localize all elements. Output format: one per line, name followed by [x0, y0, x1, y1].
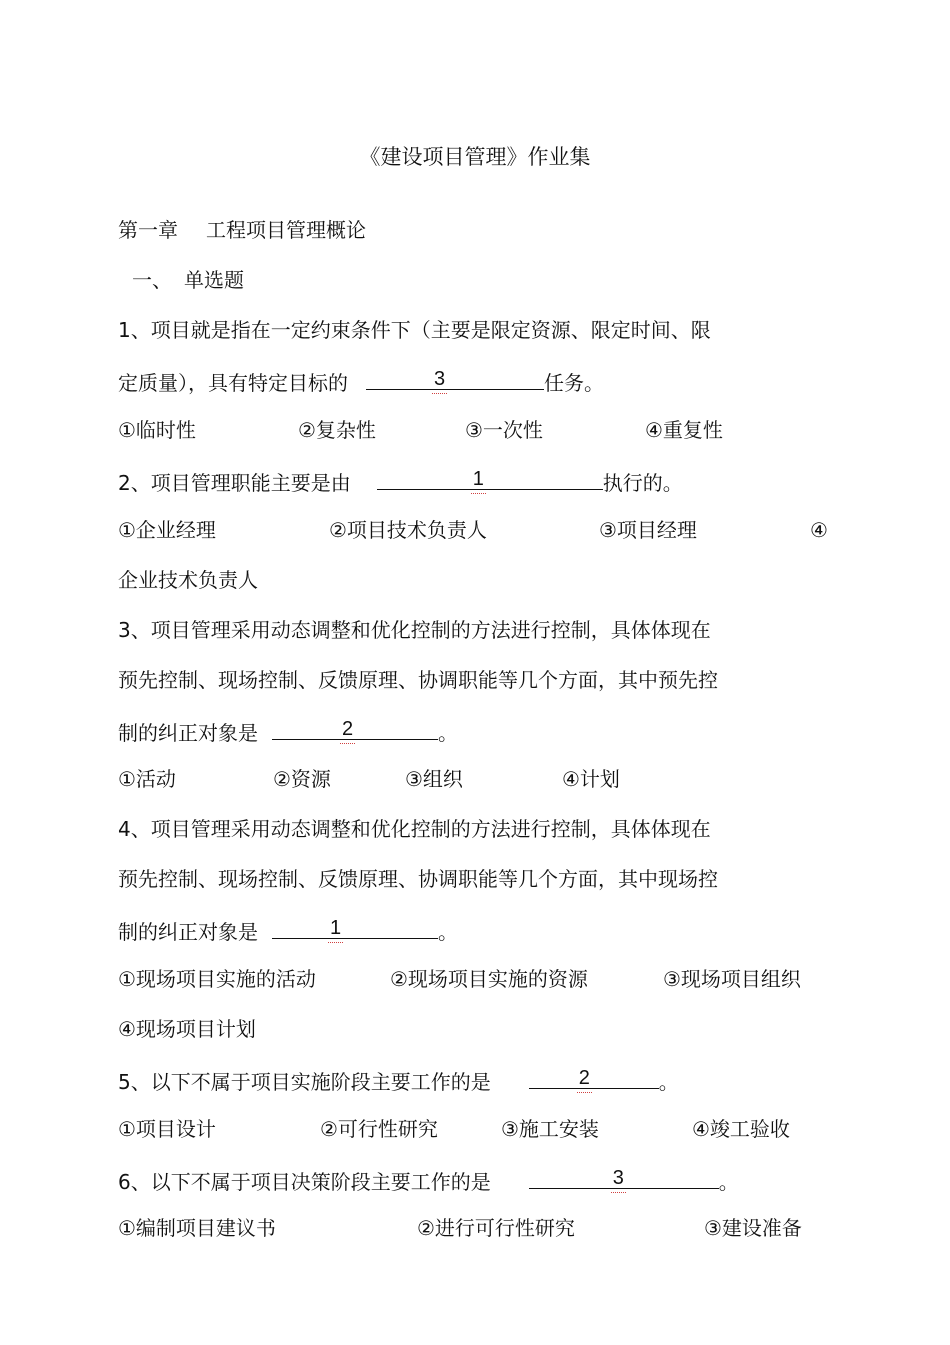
answer-value: 3: [434, 368, 446, 390]
option-2[interactable]: ②可行性研究: [320, 1117, 438, 1141]
question-5-line-1: [118, 1066, 679, 1092]
option-4[interactable]: ④: [810, 518, 828, 542]
answer-blank[interactable]: [377, 467, 603, 490]
section-name: 单选题: [184, 268, 244, 292]
answer-blank[interactable]: [272, 717, 438, 740]
option-1[interactable]: ①编制项目建议书: [118, 1216, 276, 1240]
question-3-suffix: 。: [438, 721, 458, 745]
question-4-line-3: [118, 916, 458, 942]
question-6-suffix: 。: [718, 1170, 739, 1194]
option-3[interactable]: ③现场项目组织: [663, 967, 801, 991]
question-2-suffix: 执行的。: [602, 471, 683, 495]
question-2-options: [0, 517, 950, 543]
option-1[interactable]: ①企业经理: [118, 518, 216, 542]
option-3[interactable]: ③组织: [405, 767, 463, 791]
option-3[interactable]: ③项目经理: [599, 518, 697, 542]
answer-value: 2: [578, 1067, 590, 1089]
option-2[interactable]: ②现场项目实施的资源: [390, 967, 588, 991]
question-3-line-2: 预先控制、现场控制、反馈原理、协调职能等几个方面，其中预先控: [118, 668, 718, 692]
question-1-line-1: 1、项目就是指在一定约束条件下（主要是限定资源、限定时间、限: [118, 318, 711, 342]
option-2[interactable]: ②复杂性: [298, 418, 376, 442]
option-1[interactable]: ①临时性: [118, 418, 196, 442]
question-4-text: 制的纠正对象是: [118, 920, 258, 944]
question-6-options: [0, 1215, 950, 1241]
question-5-suffix: 。: [658, 1070, 679, 1094]
answer-blank[interactable]: [366, 367, 544, 390]
question-1-line-2: [118, 367, 604, 393]
answer-blank[interactable]: [272, 916, 438, 939]
chapter-heading: [118, 217, 366, 243]
chapter-number: 第一章: [118, 218, 178, 242]
question-4-options: [0, 966, 950, 992]
option-4[interactable]: ④竣工验收: [692, 1117, 790, 1141]
option-2[interactable]: ②项目技术负责人: [329, 518, 487, 542]
question-3-line-1: 3、项目管理采用动态调整和优化控制的方法进行控制，具体体现在: [118, 618, 711, 642]
answer-blank[interactable]: [529, 1066, 659, 1089]
section-number: 一、: [132, 268, 172, 292]
document-title: 《建设项目管理》作业集: [359, 145, 591, 169]
question-4-option-4[interactable]: ④现场项目计划: [118, 1017, 256, 1041]
question-1-text: 定质量），具有特定目标的: [118, 371, 348, 395]
question-3-options: [0, 766, 950, 792]
question-3-line-3: [118, 717, 458, 743]
answer-value: 1: [330, 917, 342, 939]
question-6-text: 6、以下不属于项目决策阶段主要工作的是: [118, 1170, 491, 1194]
question-5-text: 5、以下不属于项目实施阶段主要工作的是: [118, 1070, 491, 1094]
question-2-line-1: [118, 467, 683, 493]
option-2[interactable]: ②资源: [273, 767, 331, 791]
option-1[interactable]: ①活动: [118, 767, 176, 791]
answer-blank[interactable]: [529, 1166, 719, 1189]
option-4[interactable]: ④计划: [562, 767, 620, 791]
question-3-text: 制的纠正对象是: [118, 721, 258, 745]
question-1-options: [0, 417, 950, 443]
question-4-line-1: 4、项目管理采用动态调整和优化控制的方法进行控制，具体体现在: [118, 817, 711, 841]
question-1-suffix: 任务。: [544, 371, 604, 395]
option-1[interactable]: ①现场项目实施的活动: [118, 967, 316, 991]
question-2-text: 2、项目管理职能主要是由: [118, 471, 351, 495]
question-6-line-1: [118, 1166, 739, 1192]
option-1[interactable]: ①项目设计: [118, 1117, 216, 1141]
answer-value: 3: [612, 1167, 624, 1189]
option-2[interactable]: ②进行可行性研究: [417, 1216, 575, 1240]
option-3[interactable]: ③施工安装: [501, 1117, 599, 1141]
answer-value: 1: [472, 468, 484, 490]
section-heading: [132, 267, 244, 293]
question-4-suffix: 。: [438, 920, 458, 944]
question-5-options: [0, 1116, 950, 1142]
answer-value: 2: [342, 718, 354, 740]
option-3[interactable]: ③一次性: [465, 418, 543, 442]
question-4-line-2: 预先控制、现场控制、反馈原理、协调职能等几个方面，其中现场控: [118, 867, 718, 891]
option-4[interactable]: ④重复性: [645, 418, 723, 442]
option-3[interactable]: ③建设准备: [704, 1216, 802, 1240]
chapter-name: 工程项目管理概论: [206, 218, 366, 242]
question-2-option-4-wrap: 企业技术负责人: [118, 568, 258, 592]
